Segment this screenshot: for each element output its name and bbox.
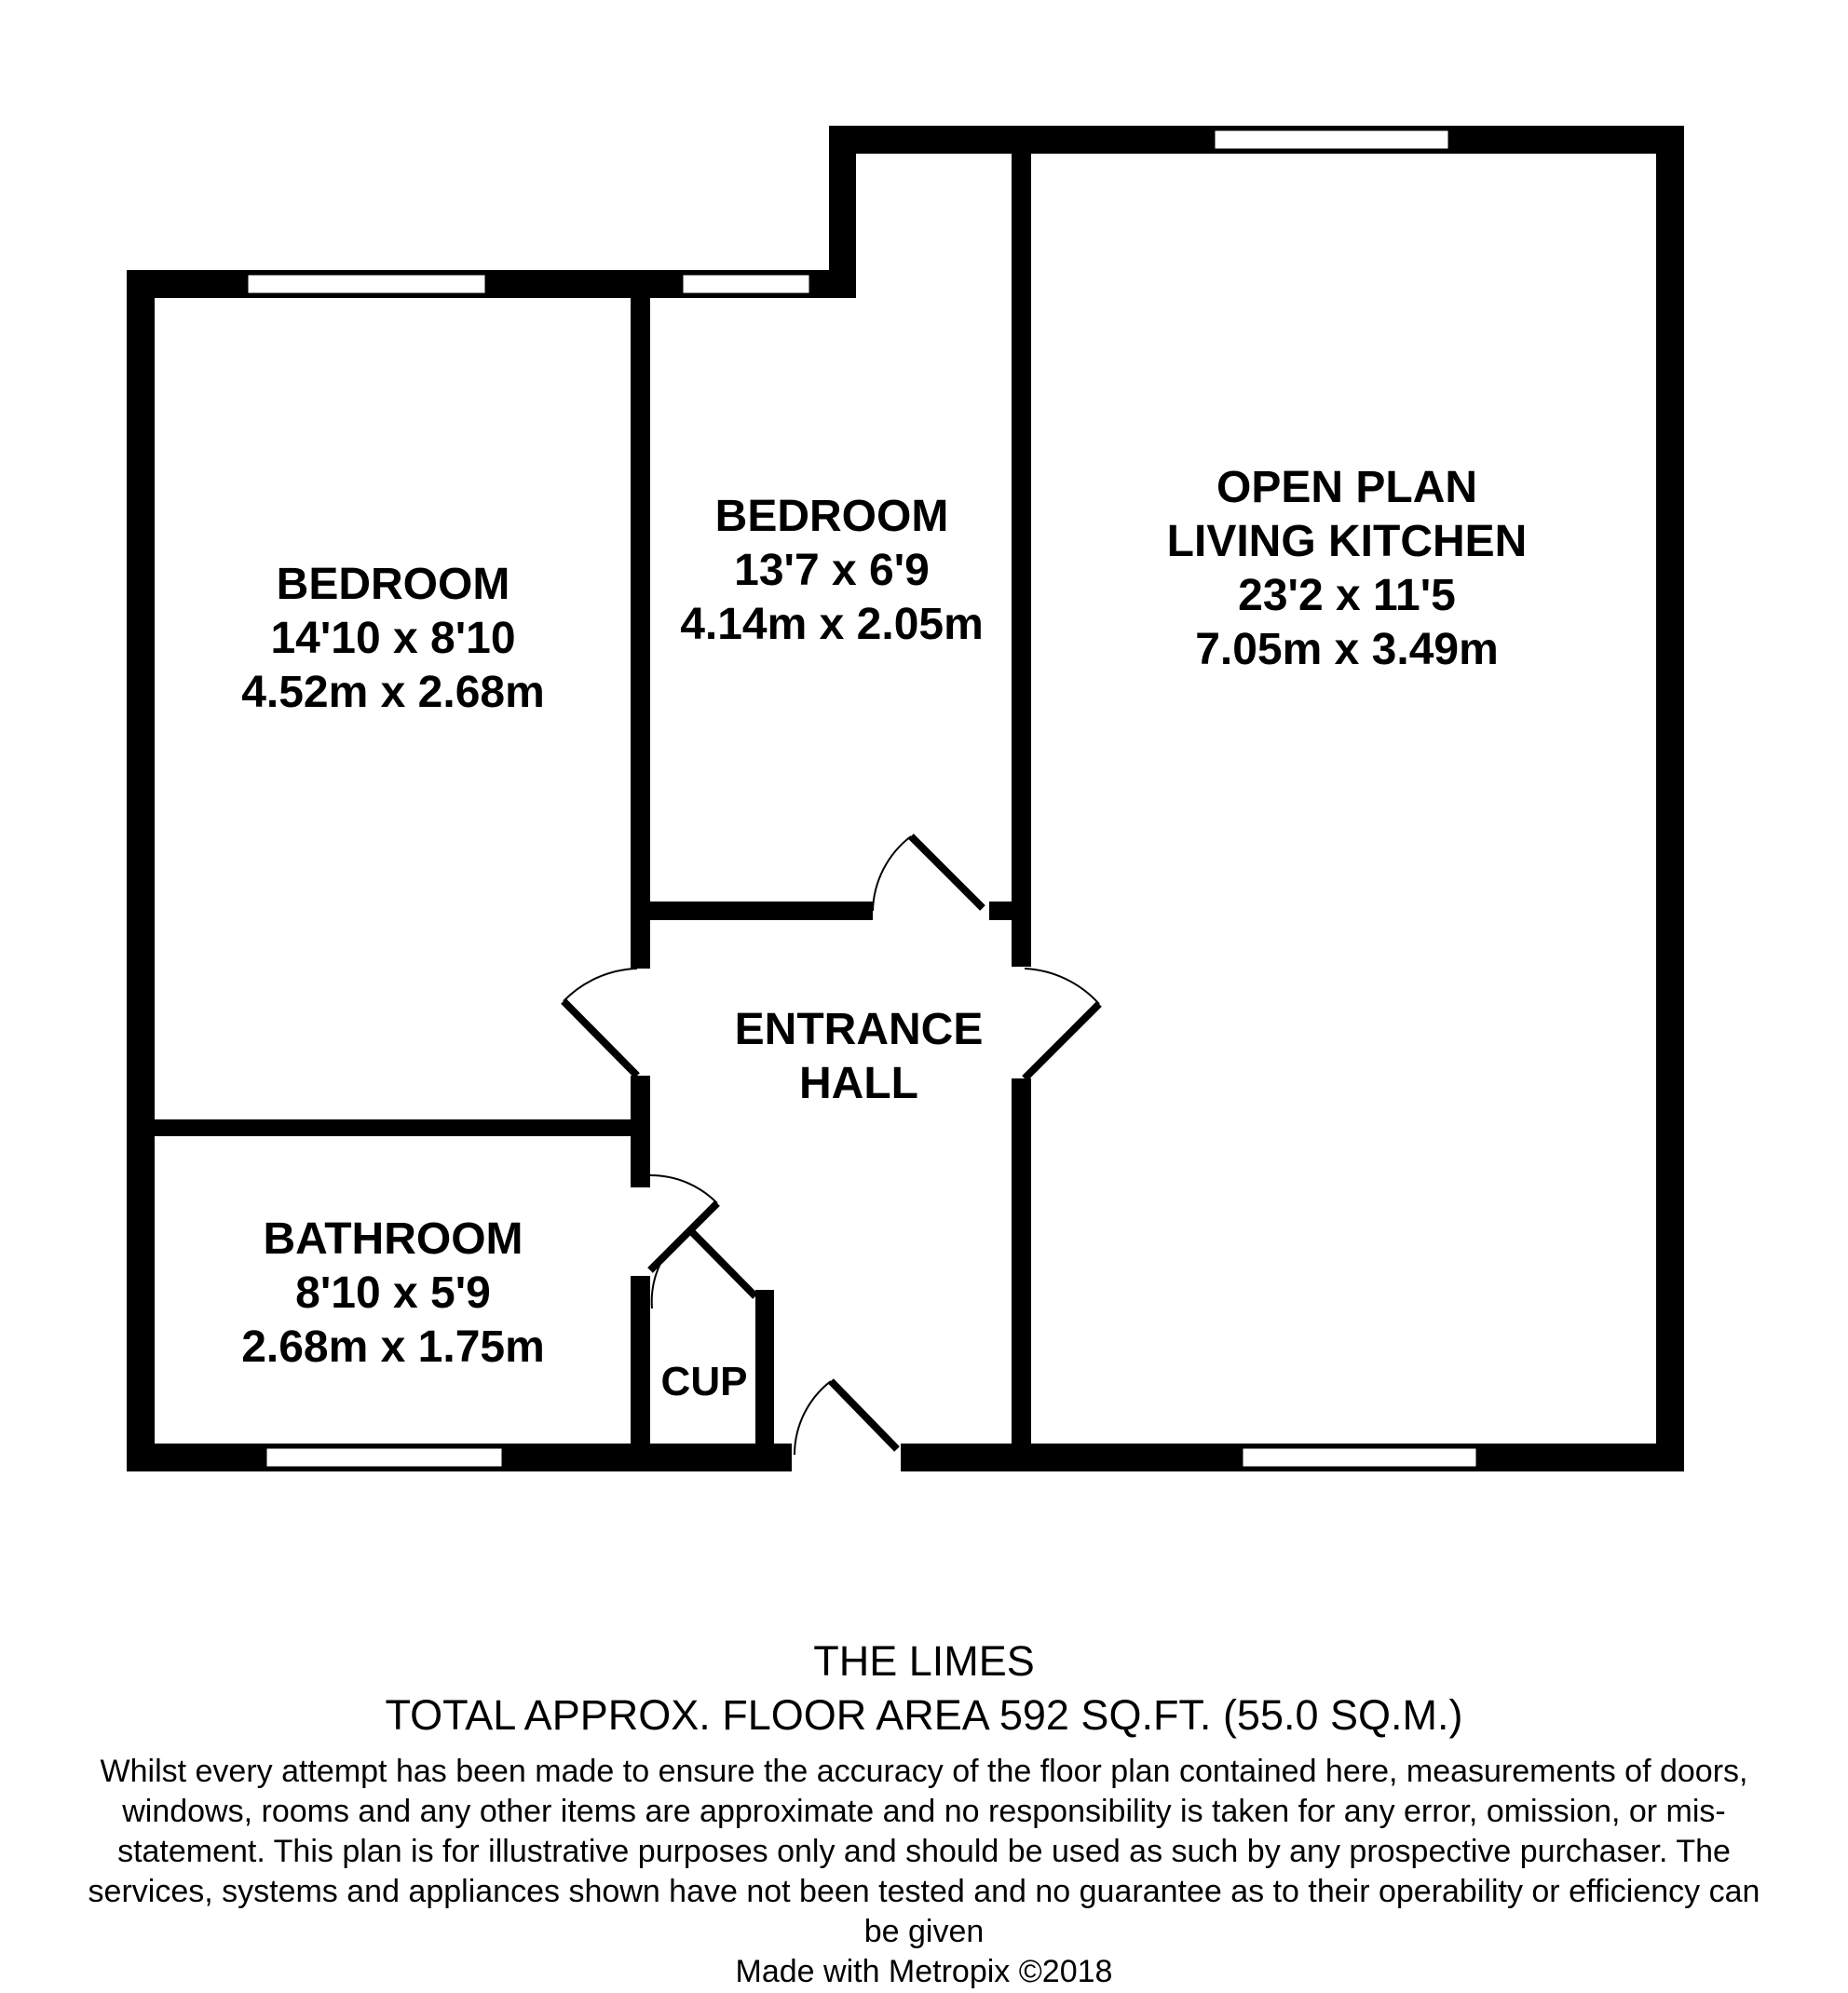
property-name: THE LIMES: [813, 1637, 1035, 1685]
room-dims-imperial: 13'7 x 6'9: [734, 546, 930, 595]
room-name-line1: OPEN PLAN: [1216, 463, 1478, 512]
wall-right-outer: [1656, 126, 1684, 1471]
windows: [247, 129, 1477, 1468]
window-bedroom-left: [247, 274, 486, 294]
window-living-top: [1214, 129, 1449, 150]
room-label-bedroom-middle: [680, 492, 984, 649]
total-floor-area: TOTAL APPROX. FLOOR AREA 592 SQ.FT. (55.0 SQ.M.): [385, 1691, 1463, 1739]
wall-bedroom2-bottom: [650, 902, 873, 920]
wall-living-left-lower: [1012, 1078, 1031, 1457]
door-bedroom-left: [564, 969, 637, 1076]
window-bathroom: [265, 1447, 503, 1468]
room-dims-metric: 2.68m x 1.75m: [241, 1322, 545, 1372]
room-label-cupboard: [661, 1359, 748, 1404]
room-label-living-kitchen: [1167, 463, 1528, 674]
door-living-kitchen: [1025, 969, 1099, 1078]
plan-footer: [0, 1634, 1848, 1992]
room-label-entrance-hall: [735, 1005, 984, 1108]
room-dims-imperial: 8'10 x 5'9: [295, 1268, 491, 1318]
room-name: BEDROOM: [276, 560, 510, 609]
room-label-bedroom-left: [241, 560, 545, 717]
room-name-line2: HALL: [799, 1059, 918, 1108]
room-name: BATHROOM: [263, 1214, 523, 1264]
door-cupboard: [652, 1229, 755, 1308]
room-name-line1: ENTRANCE: [734, 1005, 984, 1054]
door-bathroom: [650, 1175, 717, 1270]
disclaimer-text: Whilst every attempt has been made to ensure the accuracy of the floor plan contained here, measurements of doors, windows, rooms and any other items are approximate and no responsibility is taken for any error, omission, or mis-statement. This plan is for illustrative purposes only and should be used as such by any prospective purchaser. The services, systems and appliances shown have not been tested and no guarantee as to their operability or efficiency can be given: [88, 1754, 1760, 1949]
door-bedroom-middle: [873, 836, 983, 911]
window-bedroom-middle: [682, 274, 810, 294]
wall-hall-left-upper: [631, 902, 650, 969]
wall-cupboard-left: [631, 1276, 650, 1457]
room-name-line2: LIVING KITCHEN: [1166, 517, 1528, 566]
wall-cupboard-right: [755, 1290, 774, 1457]
room-dims-metric: 7.05m x 3.49m: [1195, 625, 1499, 674]
room-dims-imperial: 23'2 x 11'5: [1238, 571, 1456, 620]
metropix-credit: Made with Metropix ©2018: [735, 1954, 1113, 1989]
room-label-bathroom: [241, 1214, 545, 1372]
room-dims-metric: 4.52m x 2.68m: [241, 668, 545, 717]
wall-bedroom-divider-upper: [631, 284, 650, 969]
wall-bedroom-bathroom: [141, 1119, 650, 1136]
room-name: CUP: [660, 1359, 748, 1404]
window-living-bottom: [1242, 1447, 1477, 1468]
wall-left-outer: [127, 270, 155, 1471]
door-front-entrance: [795, 1381, 897, 1455]
room-name: BEDROOM: [714, 492, 949, 541]
wall-living-left-upper: [1012, 140, 1031, 967]
room-dims-imperial: 14'10 x 8'10: [270, 614, 516, 663]
room-dims-metric: 4.14m x 2.05m: [680, 600, 984, 649]
